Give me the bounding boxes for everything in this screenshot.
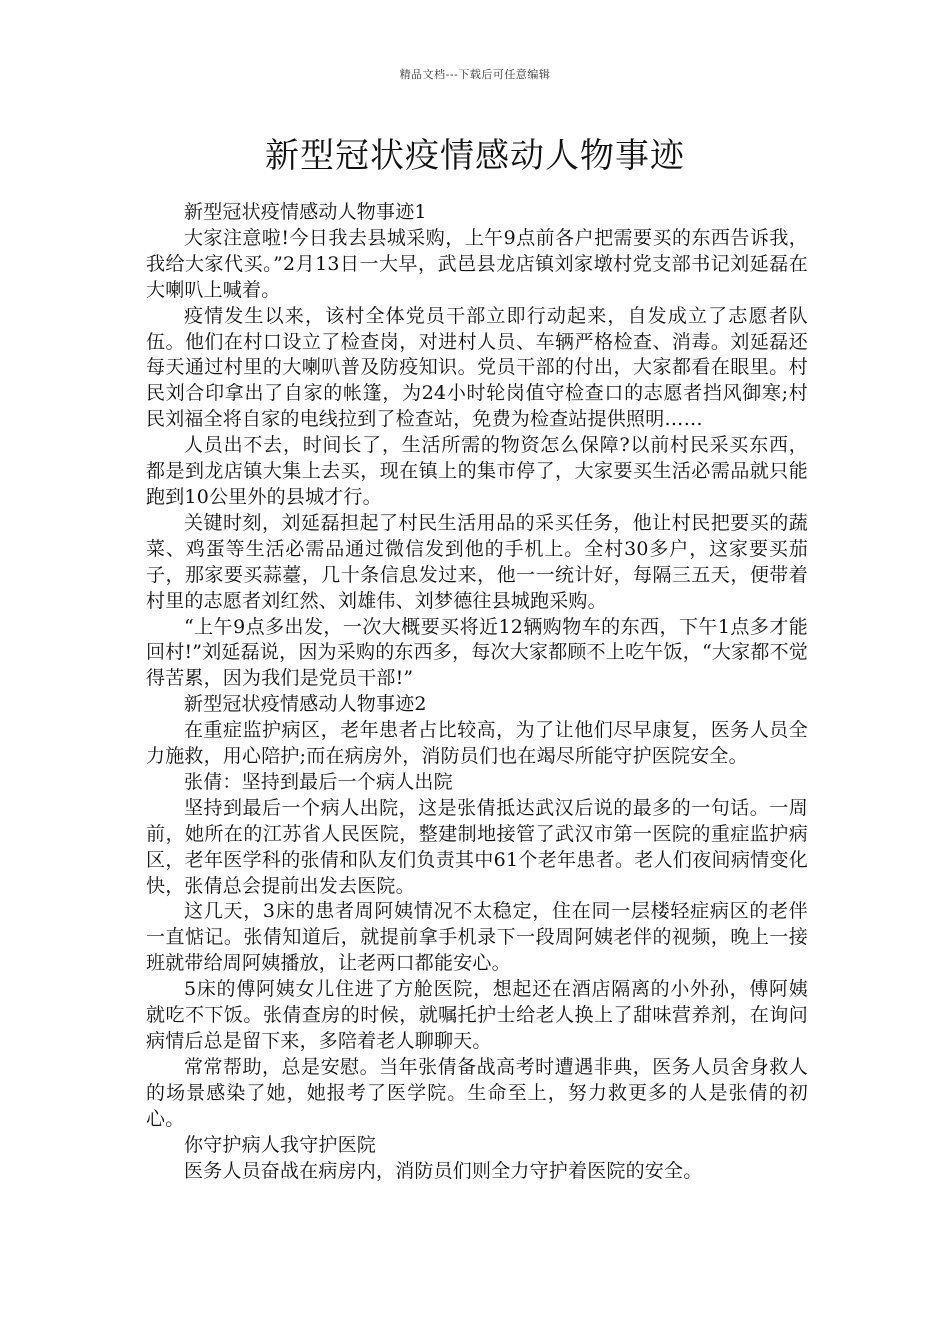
body-paragraph: 关键时刻，刘延磊担起了村民生活用品的采买任务，他让村民把要买的蔬菜、鸡蛋等生活必需品通过微信发到他的手机上。全村30多户，这家要买茄子，那家要买蒜薹，几十条信息发过来，他一一统计好，每隔三五天，便带着村里的志愿者刘红然、刘雄伟、刘梦德往县城跑采购。: [146, 511, 808, 612]
body-paragraph: 医务人员奋战在病房内，消防员们则全力守护着医院的安全。: [184, 1159, 703, 1182]
body-paragraph: 在重症监护病区，老年患者占比较高，为了让他们尽早康复，医务人员全力施救，用心陪护;而在病房外，消防员们也在竭尽所能守护医院安全。: [146, 719, 808, 768]
body-paragraph: “上午9点多出发，一次大概要买将近12辆购物车的东西，下午1点多才能回村!”刘延磊说，因为采购的东西多，每次大家都顾不上吃午饭，“大家都不觉得苦累，因为我们是党员干部!”: [146, 615, 808, 690]
body-paragraph: 5床的傅阿姨女儿住进了方舱医院，想起还在酒店隔离的小外孙，傅阿姨就吃不下饭。张倩查房的时候，就嘱托护士给老人换上了甜味营养剂，在询问病情后总是留下来，多陪着老人聊聊天。: [146, 978, 808, 1052]
body-paragraph: 人员出不去，时间长了，生活所需的物资怎么保障?以前村民采买东西，都是到龙店镇大集上去买，现在镇上的集市停了，大家要买生活必需品就只能跑到10公里外的县城才行。: [146, 434, 808, 508]
header-note: 精品文档---下载后可任意编辑: [399, 68, 551, 81]
document-title: 新型冠状疫情感动人物事迹: [265, 136, 685, 176]
body-paragraph: 常常帮助，总是安慰。当年张倩备战高考时遭遇非典，医务人员舍身救人的场景感染了她，她报考了医学院。生命至上，努力救更多的人是张倩的初心。: [146, 1055, 808, 1130]
subheading: 你守护病人我守护医院: [184, 1133, 377, 1156]
section-heading-2: 新型冠状疫情感动人物事迹2: [184, 693, 427, 716]
subheading: 张倩：坚持到最后一个病人出院: [184, 770, 453, 793]
body-paragraph: 这几天，3床的患者周阿姨情况不太稳定，住在同一层楼轻症病区的老伴一直惦记。张倩知道后，就提前拿手机录下一段周阿姨老伴的视频，晚上一接班就带给周阿姨播放，让老两口都能安心。: [146, 900, 808, 975]
body-paragraph: 疫情发生以来，该村全体党员干部立即行动起来，自发成立了志愿者队伍。他们在村口设立了检查岗，对进村人员、车辆严格检查、消毒。刘延磊还每天通过村里的大喇叭普及防疫知识。党员干部的付出，大家都看在眼里。村民刘合印拿出了自家的帐篷，为24小时轮岗值守检查口的志愿者挡风御寒;村民刘福全将自家的电线拉到了检查站，免费为检查站提供照明……: [146, 304, 808, 431]
body-paragraph: 坚持到最后一个病人出院，这是张倩抵达武汉后说的最多的一句话。一周前，她所在的江苏省人民医院，整建制地接管了武汉市第一医院的重症监护病区，老年医学科的张倩和队友们负责其中61个老年患者。老人们夜间病情变化快，张倩总会提前出发去医院。: [146, 796, 808, 897]
section-heading-1: 新型冠状疫情感动人物事迹1: [184, 201, 427, 223]
body-paragraph: 大家注意啦!今日我去县城采购，上午9点前各户把需要买的东西告诉我，我给大家代买。”2月13日一大早，武邑县龙店镇刘家墩村党支部书记刘延磊在大喇叭上喊着。: [146, 226, 808, 301]
document-body: [146, 200, 808, 1184]
